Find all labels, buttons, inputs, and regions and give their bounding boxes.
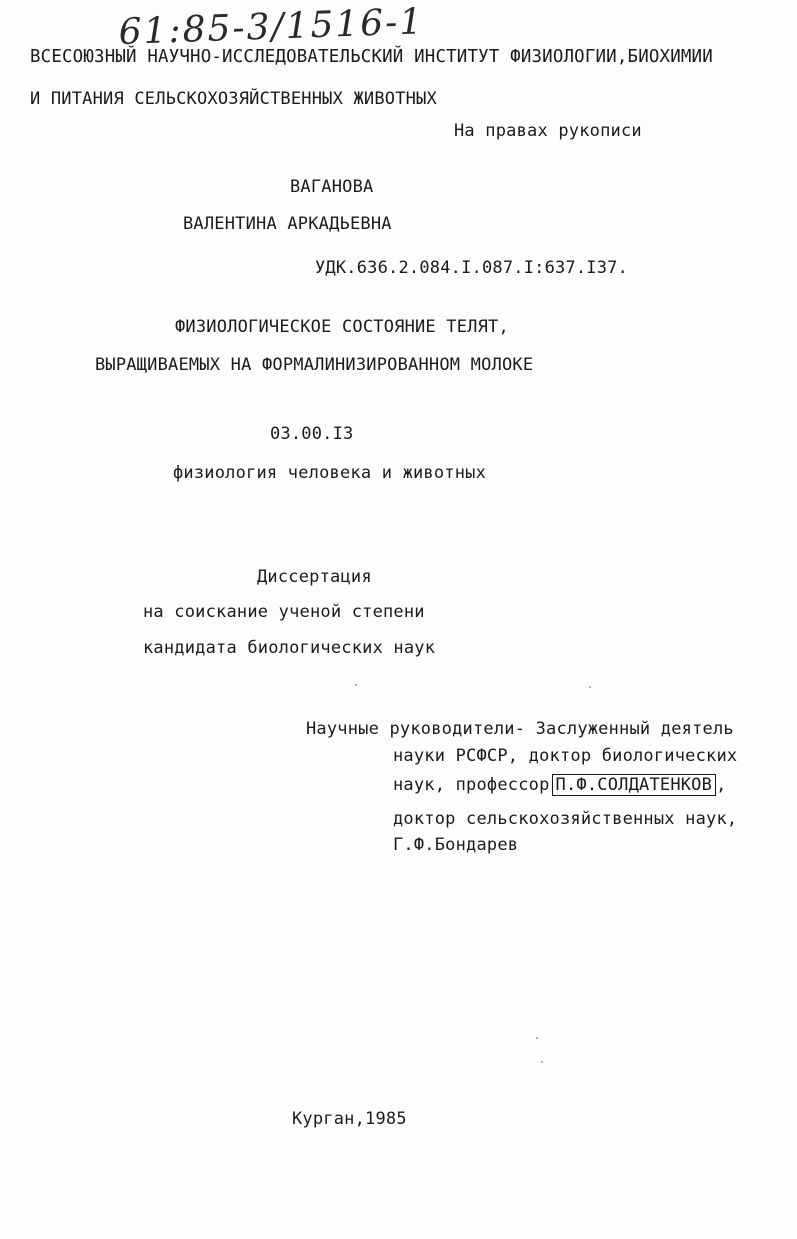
supervisors-line-3: [393, 774, 727, 796]
author-given-names: ВАЛЕНТИНА АРКАДЬЕВНА: [183, 214, 392, 234]
supervisors-line-4: доктор сельскохозяйственных наук,: [393, 809, 738, 829]
place-year: Курган,1985: [292, 1109, 407, 1129]
udk-code: УДК.636.2.084.I.087.I:637.I37.: [315, 258, 629, 278]
paper-speck: [589, 686, 591, 688]
paper-speck: [541, 1061, 543, 1063]
supervisor-name-boxed: П.Ф.СОЛДАТЕНКОВ: [552, 774, 717, 796]
degree-line-2: на соискание ученой степени: [143, 602, 425, 622]
title-line-2: ВЫРАЩИВАЕМЫХ НА ФОРМАЛИНИЗИРОВАННОМ МОЛОКЕ: [95, 355, 534, 375]
paper-speck: [536, 1037, 538, 1039]
degree-line-1: Диссертация: [257, 567, 372, 587]
specialty-name: физиология человека и животных: [173, 463, 487, 483]
manuscript-note: На правах рукописи: [454, 121, 642, 141]
supervisor-name-comma: ,: [716, 775, 727, 795]
institute-line-1: ВСЕСОЮЗНЫЙ НАУЧНО-ИССЛЕДОВАТЕЛЬСКИЙ ИНСТИТУТ ФИЗИОЛОГИИ,БИОХИМИИ: [30, 47, 713, 67]
degree-line-3: кандидата биологических наук: [143, 638, 436, 658]
supervisors-line-1: [306, 718, 734, 740]
title-line-1: ФИЗИОЛОГИЧЕСКОЕ СОСТОЯНИЕ ТЕЛЯТ,: [175, 317, 509, 337]
supervisors-title: Заслуженный деятель: [535, 719, 734, 739]
handwritten-catalog-number: 61:85-3/1516-1: [118, 1, 425, 53]
supervisors-label: Научные руководители-: [306, 719, 526, 739]
supervisor-degree: наук, профессор: [393, 775, 550, 795]
institute-line-2: И ПИТАНИЯ СЕЛЬСКОХОЗЯЙСТВЕННЫХ ЖИВОТНЫХ: [30, 89, 437, 109]
paper-speck: [355, 684, 357, 686]
supervisors-line-5: Г.Ф.Бондарев: [393, 835, 519, 855]
specialty-code: 03.00.I3: [270, 424, 354, 444]
supervisors-line-2: науки РСФСР, доктор биологических: [393, 746, 738, 766]
author-surname: ВАГАНОВА: [290, 177, 374, 197]
